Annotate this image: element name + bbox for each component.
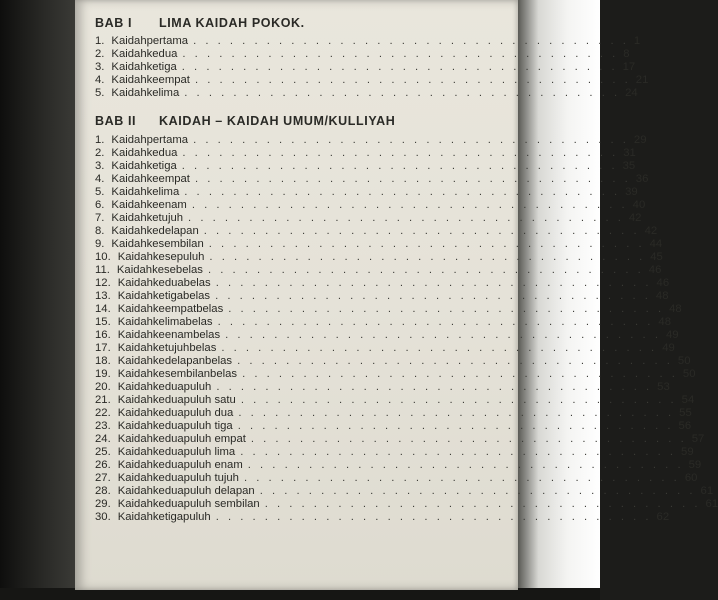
- entry-name: pertama: [146, 35, 189, 47]
- toc-entry: [95, 316, 671, 329]
- entry-name: kesembilanbelas: [152, 368, 238, 380]
- entry-page-number: 60: [684, 472, 698, 484]
- entry-page-number: 48: [655, 290, 669, 302]
- entry-number: 2.: [95, 48, 105, 60]
- dot-leader: . . . . . . . . . . . . . . . . . . . . . . . . . . . . . . . . . . . .: [184, 186, 621, 198]
- toc-entry: [95, 251, 663, 264]
- entry-kaidah-word: Kaidah: [117, 381, 153, 393]
- toc-entry: [95, 394, 695, 407]
- entry-page-number: 48: [658, 316, 671, 328]
- entry-number: 20.: [95, 381, 111, 393]
- entry-kaidah-word: Kaidah: [117, 342, 153, 354]
- dot-leader: . . . . . . . . . . . . . . . . . . . . . . . . . . . . . . . . . . . .: [193, 134, 629, 146]
- entry-name: kelimabelas: [152, 316, 213, 328]
- entry-name: keenam: [146, 199, 187, 211]
- toc-entry: [95, 420, 692, 433]
- entry-number: 4.: [95, 173, 105, 185]
- toc-entry: [95, 329, 679, 342]
- entry-page-number: 29: [633, 134, 647, 146]
- entry-kaidah-word: Kaidah: [117, 368, 153, 380]
- entry-page-number: 46: [656, 277, 670, 289]
- entry-page-number: 48: [669, 303, 682, 315]
- entry-name: keduapuluh delapan: [152, 485, 255, 497]
- dot-leader: . . . . . . . . . . . . . . . . . . . . . . . . . . . . . . . . . . . .: [181, 160, 618, 172]
- entry-number: 19.: [95, 368, 111, 380]
- entry-number: 22.: [95, 407, 111, 419]
- entry-number: 24.: [95, 433, 111, 445]
- entry-number: 21.: [95, 394, 111, 406]
- entry-number: 16.: [95, 329, 111, 341]
- entry-name: keduapuluh satu: [152, 394, 236, 406]
- entry-number: 3.: [95, 160, 105, 172]
- entry-name: ketigabelas: [152, 290, 211, 302]
- entry-kaidah-word: Kaidah: [117, 446, 153, 458]
- background-left-edge: [0, 0, 75, 600]
- toc-entry: [95, 74, 649, 87]
- dot-leader: . . . . . . . . . . . . . . . . . . . . . . . . . . . . . . . . . . . .: [181, 61, 618, 73]
- dot-leader: . . . . . . . . . . . . . . . . . . . . . . . . . . . . . . . . . . . .: [243, 472, 680, 484]
- dot-leader: . . . . . . . . . . . . . . . . . . . . . . . . . . . . . . . . . . . .: [225, 329, 661, 341]
- entry-name: ketiga: [146, 61, 177, 73]
- entry-name: keduapuluh: [152, 381, 212, 393]
- table-of-contents: [95, 10, 718, 524]
- entry-kaidah-word: Kaidah: [117, 472, 153, 484]
- toc-entry: [95, 147, 636, 160]
- entry-page-number: 53: [657, 381, 670, 393]
- toc-entry: [95, 186, 638, 199]
- entry-number: 27.: [95, 472, 111, 484]
- toc-entry: [95, 485, 714, 498]
- toc-entry: [95, 511, 670, 524]
- entry-page-number: 8: [623, 48, 630, 60]
- chapter-heading: [95, 108, 505, 128]
- toc-entry: [95, 225, 658, 238]
- entry-number: 29.: [95, 498, 111, 510]
- entry-kaidah-word: Kaidah: [111, 134, 147, 146]
- toc-entry: [95, 381, 670, 394]
- entry-number: 9.: [95, 238, 105, 250]
- entry-number: 7.: [95, 212, 105, 224]
- entry-number: 15.: [95, 316, 111, 328]
- toc-entry: [95, 407, 692, 420]
- toc-entry: [95, 290, 669, 303]
- entry-page-number: 50: [677, 355, 691, 367]
- entry-page-number: 61: [700, 485, 714, 497]
- dot-leader: . . . . . . . . . . . . . . . . . . . . . . . . . . . . . . . . . . . .: [238, 407, 675, 419]
- entry-number: 30.: [95, 511, 111, 523]
- toc-entry: [95, 433, 705, 446]
- entry-number: 5.: [95, 186, 105, 198]
- entry-kaidah-word: Kaidah: [111, 87, 147, 99]
- entry-kaidah-word: Kaidah: [117, 459, 153, 471]
- dot-leader: . . . . . . . . . . . . . . . . . . . . . . . . . . . . . . . . . . . .: [194, 173, 631, 185]
- dot-leader: . . . . . . . . . . . . . . . . . . . . . . . . . . . . . . . . . . . .: [215, 277, 652, 289]
- entry-name: kedelapanbelas: [152, 355, 233, 367]
- dot-leader: . . . . . . . . . . . . . . . . . . . . . . . . . . . . . . . . . . . .: [237, 420, 674, 432]
- entry-name: pertama: [146, 134, 189, 146]
- entry-page-number: 59: [688, 459, 702, 471]
- dot-leader: . . . . . . . . . . . . . . . . . . . . . . . . . . . . . . . . . . . .: [194, 74, 631, 86]
- entry-name: ketujuhbelas: [152, 342, 217, 354]
- dot-leader: . . . . . . . . . . . . . . . . . . . . . . . . . . . . . . . . . . . .: [182, 147, 619, 159]
- entry-name: kedua: [146, 147, 178, 159]
- entry-page-number: 44: [649, 238, 663, 250]
- toc-entry: [95, 277, 670, 290]
- entry-name: kesembilan: [146, 238, 204, 250]
- entry-page-number: 40: [632, 199, 646, 211]
- entry-kaidah-word: Kaidah: [117, 498, 153, 510]
- entry-name: ketigapuluh: [152, 511, 211, 523]
- entry-kaidah-word: Kaidah: [111, 35, 147, 47]
- entry-kaidah-word: Kaidah: [117, 485, 153, 497]
- entry-kaidah-word: Kaidah: [117, 316, 153, 328]
- dot-leader: . . . . . . . . . . . . . . . . . . . . . . . . . . . . . . . . . . . .: [217, 316, 654, 328]
- dot-leader: . . . . . . . . . . . . . . . . . . . . . . . . . . . . . . . . . . . .: [264, 498, 701, 510]
- entry-number: 23.: [95, 420, 111, 432]
- dot-leader: . . . . . . . . . . . . . . . . . . . . . . . . . . . . . . . . . . . .: [247, 459, 684, 471]
- entry-page-number: 54: [681, 394, 695, 406]
- entry-number: 3.: [95, 61, 105, 73]
- dot-leader: . . . . . . . . . . . . . . . . . . . . . . . . . . . . . . . . . . . .: [228, 303, 665, 315]
- entry-number: 1.: [95, 134, 105, 146]
- toc-entry: [95, 199, 646, 212]
- entry-name: kelima: [146, 87, 180, 99]
- entry-kaidah-word: Kaidah: [111, 147, 147, 159]
- toc-entry: [95, 173, 649, 186]
- toc-entry: [95, 355, 691, 368]
- entry-kaidah-word: Kaidah: [111, 74, 147, 86]
- entry-name: keduapuluh lima: [152, 446, 236, 458]
- dot-leader: . . . . . . . . . . . . . . . . . . . . . . . . . . . . . . . . . . . .: [193, 35, 629, 47]
- toc-entry: [95, 48, 630, 61]
- entry-number: 4.: [95, 74, 105, 86]
- entry-name: keduapuluh tiga: [152, 420, 233, 432]
- entry-page-number: 39: [625, 186, 638, 198]
- toc-entry: [95, 35, 641, 48]
- entry-kaidah-word: Kaidah: [111, 61, 147, 73]
- entry-page-number: 21: [635, 74, 649, 86]
- entry-kaidah-word: Kaidah: [117, 511, 153, 523]
- toc-entry: [95, 61, 636, 74]
- dot-leader: . . . . . . . . . . . . . . . . . . . . . . . . . . . . . . . . . . . .: [209, 251, 646, 263]
- entry-kaidah-word: Kaidah: [117, 303, 153, 315]
- entry-number: 17.: [95, 342, 111, 354]
- toc-entry: [95, 342, 675, 355]
- entry-kaidah-word: Kaidah: [117, 251, 153, 263]
- entry-name: keduapuluh tujuh: [152, 472, 239, 484]
- toc-entry: [95, 368, 696, 381]
- entry-number: 28.: [95, 485, 111, 497]
- entry-name: keduabelas: [152, 277, 211, 289]
- entry-kaidah-word: Kaidah: [111, 160, 147, 172]
- entry-number: 26.: [95, 459, 111, 471]
- entry-page-number: 62: [656, 511, 670, 523]
- entry-number: 1.: [95, 35, 105, 47]
- entry-kaidah-word: Kaidah: [116, 264, 153, 276]
- entry-kaidah-word: Kaidah: [111, 225, 147, 237]
- entry-name: keempat: [146, 173, 190, 185]
- entry-name: kesebelas: [152, 264, 203, 276]
- entry-name: keduapuluh empat: [152, 433, 246, 445]
- entry-number: 25.: [95, 446, 111, 458]
- entry-page-number: 55: [679, 407, 692, 419]
- entry-kaidah-word: Kaidah: [117, 277, 153, 289]
- entry-kaidah-word: Kaidah: [111, 48, 147, 60]
- dot-leader: . . . . . . . . . . . . . . . . . . . . . . . . . . . . . . . . . . . .: [216, 381, 653, 393]
- dot-leader: . . . . . . . . . . . . . . . . . . . . . . . . . . . . . . . . . . . .: [182, 48, 619, 60]
- toc-entry: [95, 238, 663, 251]
- entry-page-number: 49: [662, 342, 675, 354]
- entry-kaidah-word: Kaidah: [117, 420, 153, 432]
- entry-list: [95, 134, 718, 524]
- chapter-label: BAB I: [95, 16, 133, 30]
- entry-name: ketiga: [146, 160, 177, 172]
- entry-name: keempatbelas: [152, 303, 224, 315]
- entry-kaidah-word: Kaidah: [117, 433, 153, 445]
- chapter-label: BAB II: [95, 114, 137, 128]
- entry-name: ketujuh: [146, 212, 184, 224]
- chapter-1: [95, 10, 649, 100]
- dot-leader: . . . . . . . . . . . . . . . . . . . . . . . . . . . . . . . . . . . .: [208, 238, 645, 250]
- entry-page-number: 50: [682, 368, 696, 380]
- entry-page-number: 49: [665, 329, 679, 341]
- dot-leader: . . . . . . . . . . . . . . . . . . . . . . . . . . . . . . . . . . . .: [240, 394, 677, 406]
- toc-entry: [95, 160, 636, 173]
- entry-number: 18.: [95, 355, 111, 367]
- dot-leader: . . . . . . . . . . . . . . . . . . . . . . . . . . . . . . . . . . . .: [259, 485, 696, 497]
- book-page: [75, 0, 718, 590]
- toc-entry: [95, 459, 702, 472]
- entry-page-number: 42: [644, 225, 658, 237]
- entry-name: keduapuluh sembilan: [152, 498, 260, 510]
- toc-entry: [95, 87, 638, 100]
- entry-name: keduapuluh enam: [152, 459, 243, 471]
- entry-number: 13.: [95, 290, 111, 302]
- toc-entry: [95, 446, 694, 459]
- dot-leader: . . . . . . . . . . . . . . . . . . . . . . . . . . . . . . . . . . . .: [215, 511, 652, 523]
- entry-number: 6.: [95, 199, 105, 211]
- entry-page-number: 61: [705, 498, 718, 510]
- dot-leader: . . . . . . . . . . . . . . . . . . . . . . . . . . . . . . . . . . . .: [203, 225, 640, 237]
- dot-leader: . . . . . . . . . . . . . . . . . . . . . . . . . . . . . . . . . . . .: [250, 433, 687, 445]
- entry-number: 2.: [95, 147, 105, 159]
- entry-number: 10.: [95, 251, 111, 263]
- toc-entry: [95, 303, 682, 316]
- entry-kaidah-word: Kaidah: [111, 186, 147, 198]
- chapter-heading: [95, 10, 505, 30]
- entry-kaidah-word: Kaidah: [117, 394, 153, 406]
- toc-entry: [95, 212, 642, 225]
- dot-leader: . . . . . . . . . . . . . . . . . . . . . . . . . . . . . . . . . . . .: [237, 355, 673, 367]
- entry-number: 11.: [95, 264, 110, 276]
- entry-number: 8.: [95, 225, 105, 237]
- entry-page-number: 24: [625, 87, 638, 99]
- dot-leader: . . . . . . . . . . . . . . . . . . . . . . . . . . . . . . . . . . . .: [221, 342, 658, 354]
- entry-page-number: 46: [648, 264, 662, 276]
- dot-leader: . . . . . . . . . . . . . . . . . . . . . . . . . . . . . . . . . . . .: [191, 199, 628, 211]
- toc-entry: [95, 498, 718, 511]
- entry-number: 12.: [95, 277, 111, 289]
- entry-kaidah-word: Kaidah: [111, 238, 147, 250]
- entry-name: kelima: [146, 186, 180, 198]
- entry-list: [95, 35, 649, 100]
- entry-page-number: 42: [628, 212, 642, 224]
- entry-kaidah-word: Kaidah: [117, 329, 153, 341]
- entry-number: 5.: [95, 87, 105, 99]
- dot-leader: . . . . . . . . . . . . . . . . . . . . . . . . . . . . . . . . . . . .: [184, 87, 621, 99]
- entry-page-number: 1: [633, 35, 641, 47]
- entry-kaidah-word: Kaidah: [117, 355, 153, 367]
- entry-page-number: 35: [622, 160, 636, 172]
- entry-page-number: 59: [681, 446, 694, 458]
- entry-page-number: 31: [623, 147, 636, 159]
- dot-leader: . . . . . . . . . . . . . . . . . . . . . . . . . . . . . . . . . . . .: [240, 446, 677, 458]
- toc-entry: [95, 472, 698, 485]
- entry-name: keempat: [146, 74, 190, 86]
- entry-name: kedua: [146, 48, 178, 60]
- dot-leader: . . . . . . . . . . . . . . . . . . . . . . . . . . . . . . . . . . . .: [215, 290, 651, 302]
- entry-name: keenambelas: [152, 329, 221, 341]
- entry-name: kedelapan: [146, 225, 199, 237]
- entry-page-number: 45: [650, 251, 663, 263]
- dot-leader: . . . . . . . . . . . . . . . . . . . . . . . . . . . . . . . . . . . .: [242, 368, 678, 380]
- toc-entry: [95, 134, 647, 147]
- entry-kaidah-word: Kaidah: [111, 212, 147, 224]
- dot-leader: . . . . . . . . . . . . . . . . . . . . . . . . . . . . . . . . . . . .: [188, 212, 624, 224]
- toc-entry: [95, 264, 662, 277]
- entry-page-number: 56: [678, 420, 692, 432]
- entry-name: kesepuluh: [152, 251, 205, 263]
- entry-page-number: 57: [691, 433, 705, 445]
- entry-kaidah-word: Kaidah: [111, 199, 147, 211]
- chapter-title: KAIDAH – KAIDAH UMUM/KULLIYAH: [159, 114, 396, 128]
- entry-number: 14.: [95, 303, 111, 315]
- entry-kaidah-word: Kaidah: [117, 290, 153, 302]
- chapter-title: LIMA KAIDAH POKOK.: [159, 16, 305, 30]
- chapter-2: [95, 108, 718, 524]
- entry-kaidah-word: Kaidah: [117, 407, 153, 419]
- entry-page-number: 36: [635, 173, 649, 185]
- entry-kaidah-word: Kaidah: [111, 173, 147, 185]
- dot-leader: . . . . . . . . . . . . . . . . . . . . . . . . . . . . . . . . . . . .: [207, 264, 644, 276]
- entry-name: keduapuluh dua: [152, 407, 234, 419]
- entry-page-number: 17: [622, 61, 636, 73]
